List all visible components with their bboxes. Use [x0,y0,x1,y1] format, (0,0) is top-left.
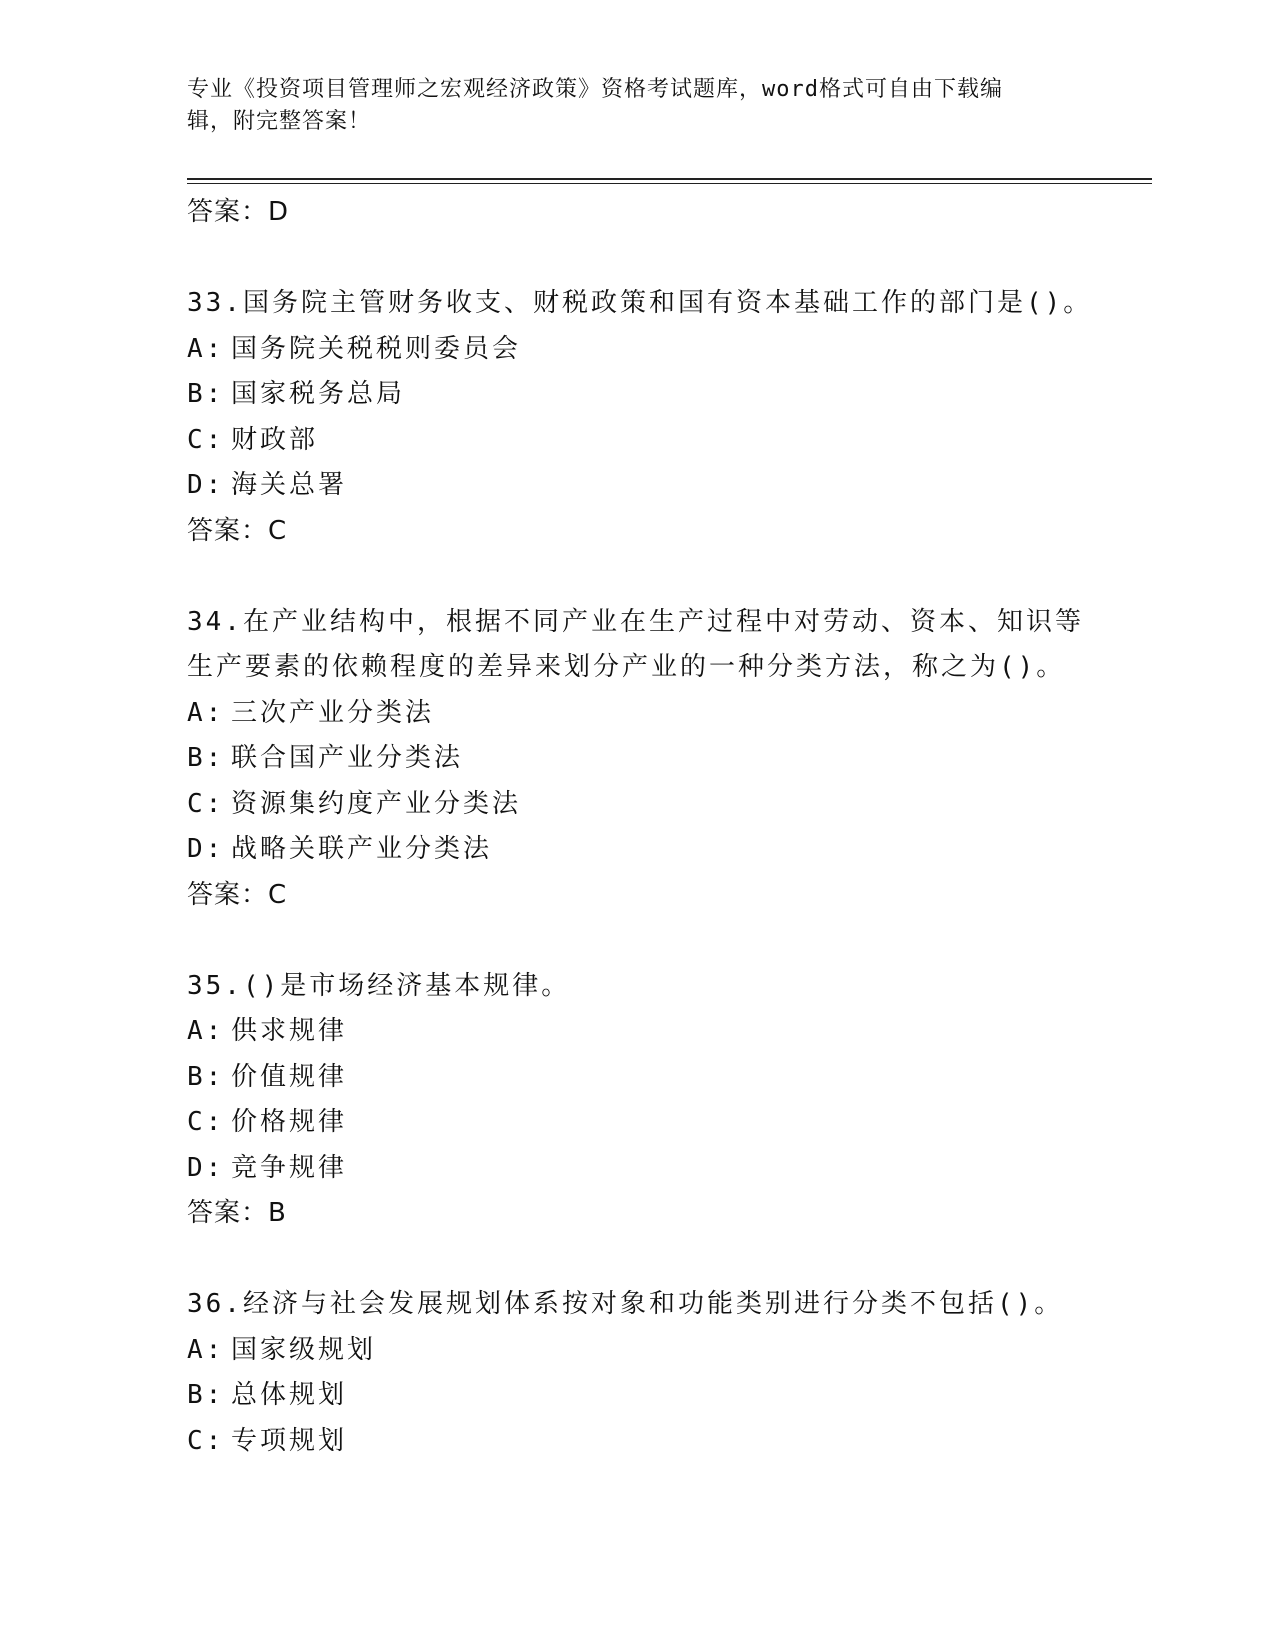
option-item [187,1146,1087,1192]
option-text: 国家级规划 [231,1334,377,1365]
option-letter: A: [187,333,225,364]
option-text: 价格规律 [231,1107,348,1137]
option-letter: A: [187,697,225,728]
question-stem: 33.国务院主管财务收支、财税政策和国有资本基础工作的部门是()。 [187,288,1093,318]
option-letter: D: [187,1152,225,1183]
option-letter: A: [187,1334,225,1365]
option-item [187,736,1087,782]
answer-line: 答案：D [187,197,290,227]
option-text: 供求规律 [231,1016,348,1046]
header-divider-thin [187,183,1152,184]
spacer [187,236,1087,282]
header-divider-thick [187,178,1152,180]
option-text: 竞争规律 [231,1152,348,1183]
option-item [187,1419,1087,1465]
question-stem: 34.在产业结构中，根据不同产业在生产过程中对劳动、资本、知识等 [187,606,1084,637]
option-item [187,327,1087,373]
answer-line: 答案：C [187,879,288,910]
option-letter: B: [187,743,225,773]
option-item [187,1100,1087,1146]
question-stem: 36.经济与社会发展规划体系按对象和功能类别进行分类不包括()。 [187,1289,1064,1319]
question-block [187,281,1093,554]
question-stem: 35.()是市场经济基本规律。 [187,970,571,1001]
question-block [187,600,1087,919]
option-item [187,691,1087,737]
option-letter: B: [187,379,225,409]
option-item [187,463,1087,509]
option-text: 战略关联产业分类法 [231,834,493,864]
option-item [187,782,1087,828]
option-item [187,418,1087,464]
answer-line: 答案：C [187,515,288,546]
option-item [187,1009,1087,1055]
answer-line: 答案：B [187,1198,287,1228]
option-text: 联合国产业分类法 [231,743,464,773]
option-item [187,1055,1087,1101]
option-letter: A: [187,1016,225,1046]
option-text: 国家税务总局 [231,379,406,409]
option-text: 三次产业分类法 [231,697,435,728]
question-block [187,1282,1087,1464]
option-text: 总体规划 [231,1380,348,1410]
option-item [187,827,1087,873]
spacer [187,1237,1087,1283]
option-item [187,372,1087,418]
option-item [187,1328,1087,1374]
option-letter: C: [187,424,225,455]
option-text: 资源集约度产业分类法 [231,788,522,819]
option-letter: C: [187,788,225,819]
option-text: 价值规律 [231,1061,348,1092]
header-line-2: 辑，附完整答案！ [187,109,372,134]
option-letter: D: [187,470,225,500]
option-text: 财政部 [231,424,319,455]
option-letter: D: [187,834,225,864]
header-line-1: 专业《投资项目管理师之宏观经济政策》资格考试题库，word格式可自由下载编 [187,77,1003,102]
spacer [187,918,1087,964]
spacer [187,554,1087,600]
document-header [187,74,1067,138]
option-text: 国务院关税税则委员会 [231,333,522,364]
question-stem-continued: 生产要素的依赖程度的差异来划分产业的一种分类方法，称之为()。 [187,652,1066,682]
option-letter: C: [187,1107,225,1137]
option-letter: B: [187,1061,225,1092]
question-list [187,190,1093,1464]
option-item [187,1373,1087,1419]
question-block [187,964,1087,1237]
option-text: 海关总署 [231,470,348,500]
option-text: 专项规划 [231,1425,348,1456]
option-letter: C: [187,1425,225,1456]
option-letter: B: [187,1380,225,1410]
